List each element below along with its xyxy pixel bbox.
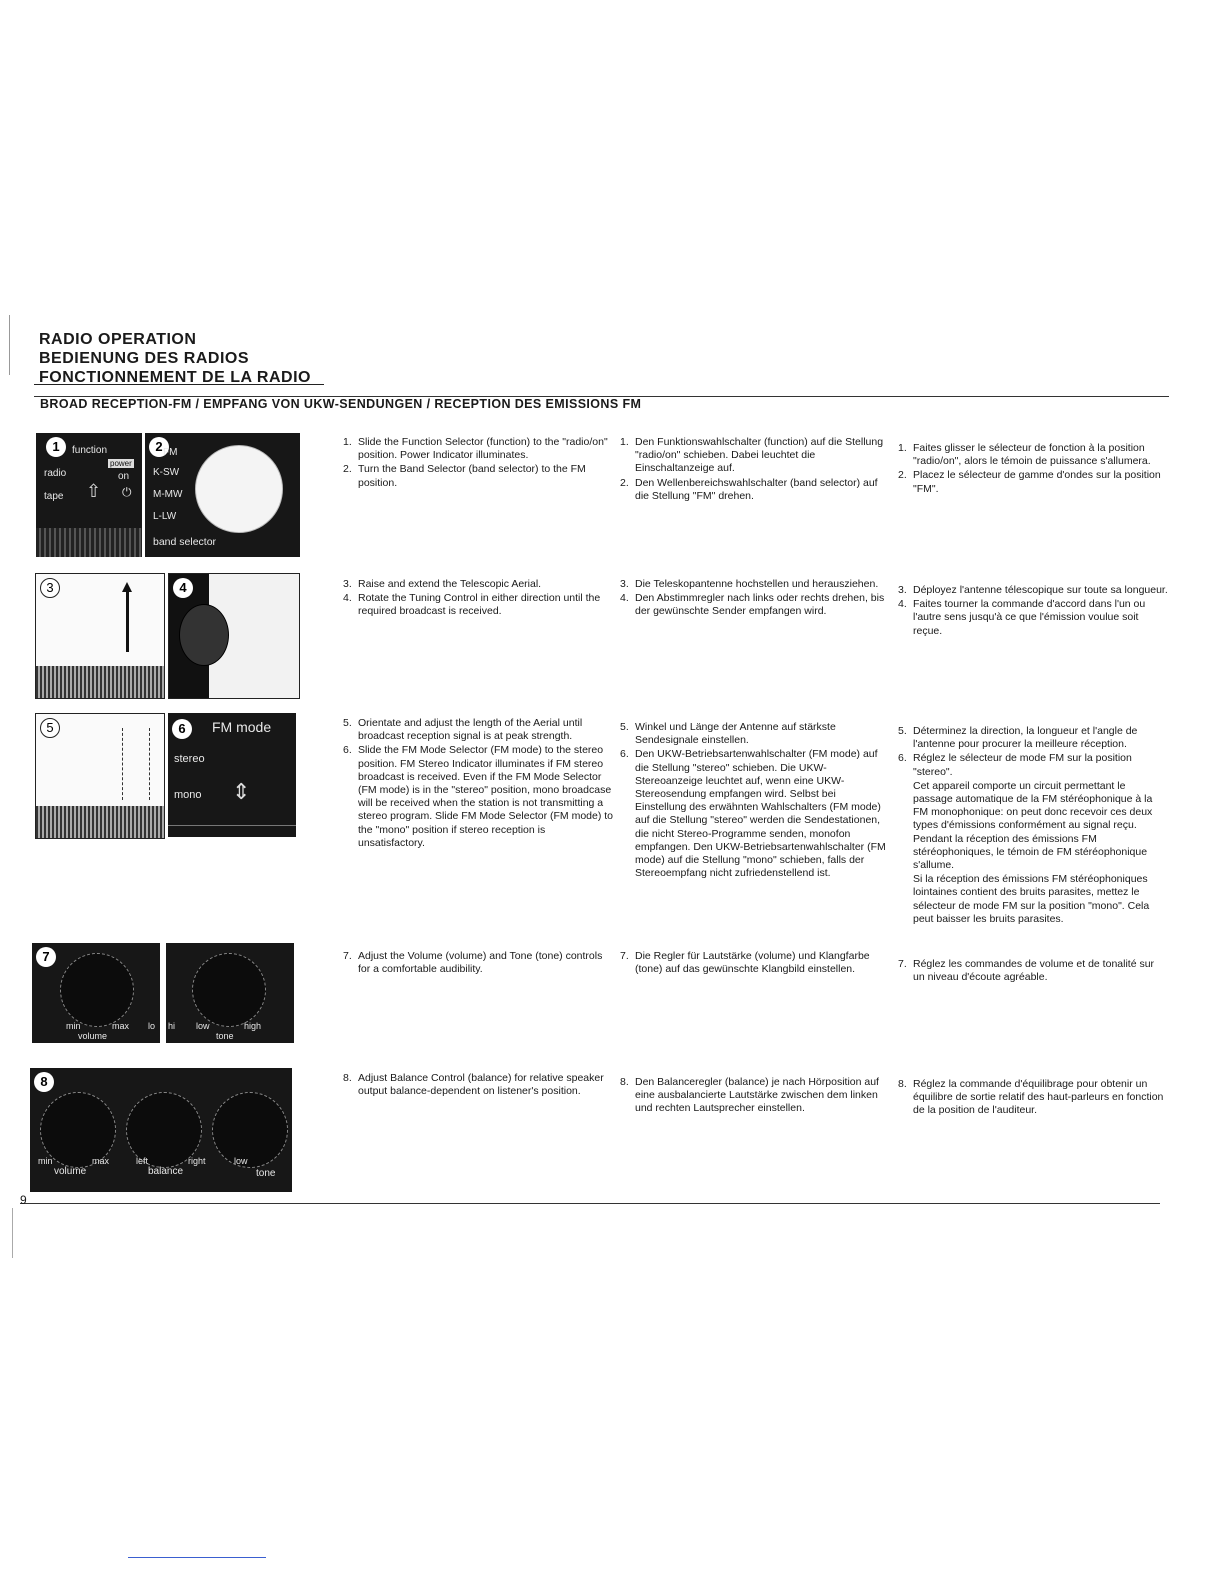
step: 5. Déterminez la direction, la longueur et l'angle de l'antenne pour procurer la meilleure réception. bbox=[898, 725, 1138, 751]
paragraph: Cet appareil comporte un circuit permettant le passage automatique de la FM stéréophonique à la FM monophonique: on peut donc recevoir ces deux types d'émissions conformément au signal reçu. Pendant la réception des émissions FM stéréophoniques, le témoin de FM stéréophonique s'allume. bbox=[913, 779, 1153, 872]
panel-gap bbox=[160, 943, 166, 1043]
heading-rule bbox=[34, 384, 324, 385]
step: 1. Slide the Function Selector (function) to the "radio/on" position. Power Indicator illuminates. bbox=[343, 436, 608, 462]
figure-number-badge: 3 bbox=[40, 578, 60, 598]
slider-up-arrow-icon: ⇧ bbox=[86, 481, 102, 501]
step: 2. Placez le sélecteur de gamme d'ondes sur la position "FM". bbox=[898, 469, 1161, 495]
function-label: function bbox=[72, 445, 108, 456]
step: 8. Réglez la commande d'équilibrage pour obtenir un équilibre de sortie relatif des haut-parleurs en fonction de la position de l'auditeur. bbox=[898, 1078, 1164, 1117]
step: 5. Winkel und Länge der Antenne auf stärkste Sendesignale einstellen. bbox=[620, 721, 836, 747]
figure-number-badge: 6 bbox=[172, 719, 192, 739]
step: 4. Faites tourner la commande d'accord dans l'un ou l'autre sens jusqu'à ce que l'émission voulue soit reçue. bbox=[898, 598, 1146, 637]
balance-caption: balance bbox=[148, 1166, 184, 1177]
slide-updown-icon: ⇕ bbox=[232, 779, 251, 804]
tone-low-label: low bbox=[234, 1156, 248, 1166]
figure-3-aerial bbox=[35, 573, 165, 699]
step: 8. Den Balanceregler (balance) je nach Hörposition auf eine ausbalancierte Lautstärke zwischen dem linken und rechten Lautsprecher einstellen. bbox=[620, 1076, 879, 1115]
lo-label: lo bbox=[148, 1021, 156, 1031]
figure-8-balance bbox=[30, 1068, 292, 1192]
power-symbol-icon: ⏻ bbox=[122, 485, 132, 499]
radio-body bbox=[36, 806, 164, 838]
tone-knob bbox=[212, 1092, 288, 1168]
fm-mode-title: FM mode bbox=[212, 719, 272, 735]
hi-label: hi bbox=[168, 1021, 176, 1031]
step: 3. Raise and extend the Telescopic Aerial. bbox=[343, 578, 542, 590]
band-ksw-label: K-SW bbox=[153, 467, 180, 478]
band-selector-knob bbox=[195, 445, 283, 533]
text-de bbox=[620, 578, 888, 620]
section-subtitle: BROAD RECEPTION-FM / EMPFANG VON UKW-SENDUNGEN / RECEPTION DES EMISSIONS FM bbox=[40, 397, 642, 411]
tuning-knob bbox=[179, 604, 229, 666]
margin-line bbox=[12, 1208, 13, 1258]
figure-number-badge: 1 bbox=[46, 437, 66, 457]
volume-min-label: min bbox=[38, 1156, 53, 1166]
band-selector-caption: band selector bbox=[153, 536, 217, 548]
step: 3. Die Teleskopantenne hochstellen und herausziehen. bbox=[620, 578, 879, 590]
margin-line bbox=[9, 315, 10, 375]
step: 7. Adjust the Volume (volume) and Tone (tone) controls for a comfortable audibility. bbox=[343, 950, 603, 976]
on-label: on bbox=[118, 471, 130, 482]
heading-en: RADIO OPERATION bbox=[39, 331, 197, 348]
figure-4-tuning-control bbox=[168, 573, 300, 699]
arrow-head bbox=[122, 582, 132, 592]
step: 5. Orientate and adjust the length of the Aerial until broadcast reception signal is at peak strength. bbox=[343, 717, 583, 743]
footnote-rule bbox=[128, 1557, 266, 1558]
radio-label: radio bbox=[44, 468, 67, 479]
tone-knob bbox=[192, 953, 266, 1027]
figure-number-badge: 4 bbox=[173, 578, 193, 598]
balance-left-label: left bbox=[136, 1156, 149, 1166]
volume-max-label: max bbox=[112, 1021, 130, 1031]
text-fr bbox=[898, 584, 1168, 639]
volume-caption: volume bbox=[78, 1031, 108, 1041]
radio-body bbox=[36, 666, 164, 698]
text-en bbox=[343, 578, 613, 620]
step: 1. Den Funktionswahlschalter (function) auf die Stellung "radio/on" schieben. Dabei leuchtet die Einschaltanzeige auf. bbox=[620, 436, 884, 475]
figure-number-badge: 7 bbox=[36, 947, 56, 967]
step: 6. Réglez le sélecteur de mode FM sur la position "stereo". bbox=[898, 752, 1132, 778]
paragraph: Si la réception des émissions FM stéréophoniques lointaines contient des bruits parasites, mettez le sélecteur de mode FM sur la position "mono". Cela peut baisser les bruits parasites. bbox=[913, 873, 1150, 925]
text-de bbox=[620, 436, 888, 504]
stereo-label: stereo bbox=[174, 753, 205, 765]
step: 2. Den Wellenbereichswahlschalter (band selector) auf die Stellung "FM" drehen. bbox=[620, 476, 878, 502]
text-en bbox=[343, 717, 613, 851]
step: 4. Den Abstimmregler nach links oder rechts drehen, bis der gewünschte Sender empfangen wird. bbox=[620, 592, 885, 618]
text-fr bbox=[898, 1078, 1168, 1119]
figure-number-badge: 5 bbox=[40, 718, 60, 738]
figure-1-function-selector bbox=[36, 433, 142, 557]
step: 8. Adjust Balance Control (balance) for relative speaker output balance-dependent on listener's position. bbox=[343, 1072, 604, 1098]
panel-stripe bbox=[36, 528, 142, 557]
text-de bbox=[620, 950, 888, 977]
step: 6. Slide the FM Mode Selector (FM mode) to the stereo position. FM Stereo Indicator illuminates if FM stereo broadcast is received. Even if the FM Mode Selector (FM mode) is in the "stereo" position, mono broadcase will be received when the station is not transmitting a stereo program. Slide FM Mode Selector (FM mode) to the "mono" position if stereo reception is unsatisfactory. bbox=[343, 744, 614, 849]
aerial-up-arrow-icon bbox=[126, 588, 129, 652]
volume-caption: volume bbox=[54, 1166, 87, 1177]
text-de bbox=[620, 1076, 888, 1117]
balance-right-label: right bbox=[188, 1156, 206, 1166]
band-llw-label: L-LW bbox=[153, 511, 177, 522]
figure-6-fm-mode-selector bbox=[168, 713, 296, 837]
tone-low-label: low bbox=[196, 1021, 210, 1031]
figure-7-volume-tone bbox=[32, 943, 294, 1043]
heading-fr: FONCTIONNEMENT DE LA RADIO bbox=[39, 369, 311, 386]
band-mmw-label: M-MW bbox=[153, 489, 183, 500]
step: 1. Faites glisser le sélecteur de fonction à la position "radio/on", alors le témoin de puissance s'allumera. bbox=[898, 442, 1151, 468]
heading-block bbox=[39, 330, 311, 387]
text-en bbox=[343, 950, 613, 977]
step: 3. Déployez l'antenne télescopique sur toute sa longueur. bbox=[898, 584, 1168, 596]
page-number: 9 bbox=[20, 1193, 27, 1207]
step: 7. Réglez les commandes de volume et de tonalité sur un niveau d'écoute agréable. bbox=[898, 958, 1155, 984]
text-fr bbox=[898, 725, 1168, 927]
figure-5-aerial-orientation bbox=[35, 713, 165, 839]
aerial-angle-marks bbox=[122, 728, 150, 800]
text-en bbox=[343, 436, 613, 491]
tape-label: tape bbox=[44, 491, 64, 502]
footer-rule bbox=[20, 1203, 1160, 1204]
step: 7. Die Regler für Lautstärke (volume) und Klangfarbe (tone) auf das gewünschte Klangbild einstellen. bbox=[620, 950, 870, 976]
tone-caption: tone bbox=[256, 1168, 276, 1179]
power-label: power bbox=[110, 459, 132, 468]
figure-number-badge: 2 bbox=[149, 437, 169, 457]
panel-divider bbox=[168, 825, 296, 826]
heading-de: BEDIENUNG DES RADIOS bbox=[39, 350, 250, 367]
volume-max-label: max bbox=[92, 1156, 110, 1166]
mono-label: mono bbox=[174, 789, 202, 801]
step: 6. Den UKW-Betriebsartenwahlschalter (FM mode) auf die Stellung "stereo" schieben. Die UKW-Stereoanzeige leuchtet auf, wenn eine UKW-Stereosendung empfangen wird. Selbst bei Einstellung des erwähnten Wahlschalters (FM mode) auf die Stellung "stereo" werden die Sendestationen, die nicht Stereo-Programme senden, monofon empfangen. Den UKW-Betriebsartenwahlschalter (FM mode) auf die Stellung "mono" schieben, falls der Stereoempfang nicht zufriedenstellend ist. bbox=[620, 748, 886, 880]
tone-caption: tone bbox=[216, 1031, 234, 1041]
figure-2-band-selector bbox=[145, 433, 300, 557]
band-fm-label: FM bbox=[163, 447, 178, 458]
step: 2. Turn the Band Selector (band selector) to the FM position. bbox=[343, 463, 586, 489]
text-de bbox=[620, 721, 888, 881]
text-fr bbox=[898, 958, 1168, 985]
text-en bbox=[343, 1072, 613, 1099]
step: 4. Rotate the Tuning Control in either direction until the required broadcast is received. bbox=[343, 592, 601, 618]
volume-knob bbox=[60, 953, 134, 1027]
figure-number-badge: 8 bbox=[34, 1072, 54, 1092]
text-fr bbox=[898, 442, 1168, 497]
volume-min-label: min bbox=[66, 1021, 81, 1031]
tone-high-label: high bbox=[244, 1021, 262, 1031]
